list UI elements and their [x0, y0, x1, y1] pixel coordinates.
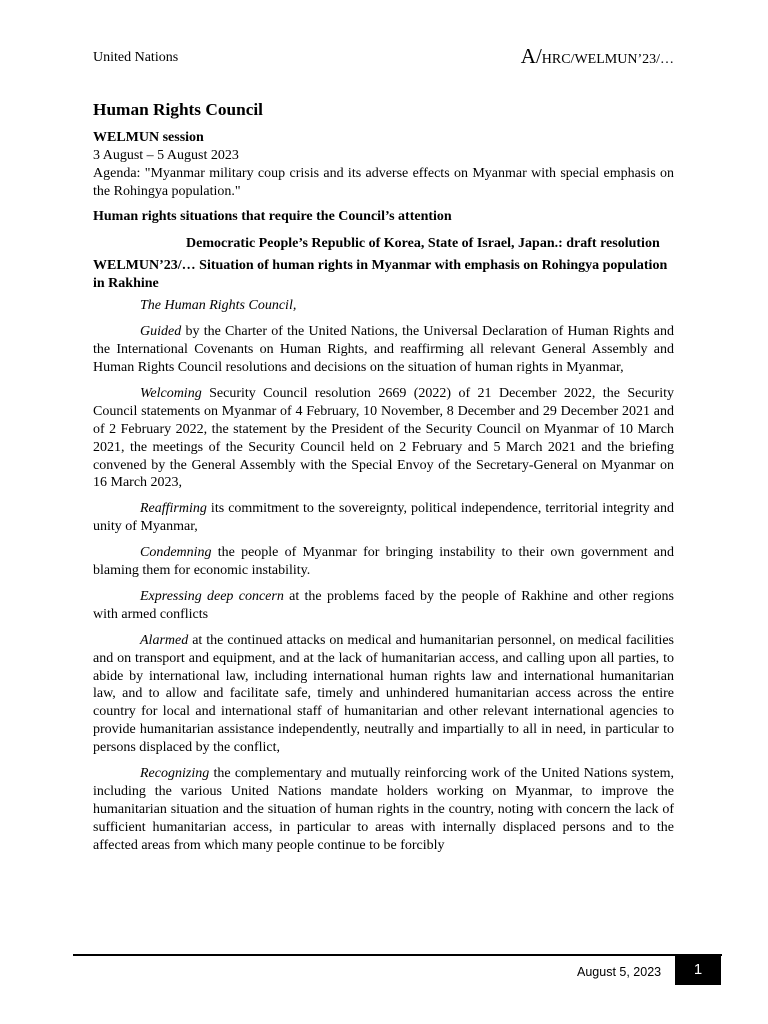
clause-verb: Guided	[140, 324, 182, 340]
clause-text: at the continued attacks on medical and humanitarian personnel, on medical facilities and on transport and equipment, and at the lack of humanitarian access, and calling upon all parties, to abide by international law, including international human rights law and international humanitarian law, and to allow and facilitate safe, timely and unhindered humanitarian access across the entire country for local and international staff of humanitarian and other relevant international agencies to provide humanitarian assistance independently, neutrally and impartially to all in need, in particular to persons displaced by the conflict,	[93, 632, 674, 756]
resolution-title: WELMUN’23/… Situation of human rights in Myanmar with emphasis on Rohingya population in Rakhine	[93, 258, 668, 292]
preambular-clause	[93, 632, 674, 757]
document-body	[93, 100, 674, 855]
preambular-clause	[93, 385, 674, 492]
clause-text: by the Charter of the United Nations, the Universal Declaration of Human Rights and the International Covenants on Human Rights, and reaffirming all relevant General Assembly and Human Rights Council resolutions and decisions on the situation of human rights in Myanmar,	[93, 324, 674, 375]
agenda-text: Agenda: "Myanmar military coup crisis and its adverse effects on Myanmar with special emphasis on the Rohingya population."	[93, 165, 674, 199]
footer-date: August 5, 2023	[577, 965, 662, 979]
preambular-clause	[93, 500, 674, 536]
document-symbol-rest: HRC/WELMUN’23/…	[541, 52, 674, 67]
clause-verb: Expressing deep concern	[140, 588, 284, 604]
clause-text: Security Council resolution 2669 (2022) of 21 December 2022, the Security Council statements on Myanmar of 4 February, 10 November, 8 December and 29 December 2021 and of 2 February 2022, the statement by the President of the Security Council on Myanmar of 10 March 2021, the meetings of the Security Council held on 2 February and 5 March 2021 and the briefing convened by the General Assembly with the Special Envoy of the Secretary-General on Myanmar on 16 March 2023,	[93, 385, 674, 491]
session-name: WELMUN session	[93, 130, 204, 145]
sponsors-line: Democratic People’s Republic of Korea, State of Israel, Japan.: draft resolution	[186, 235, 660, 251]
preambular-clause	[93, 765, 674, 855]
header-organization: United Nations	[93, 50, 179, 65]
clause-verb: Alarmed	[140, 632, 189, 648]
clause-verb: Condemning	[140, 545, 212, 561]
preambular-clause	[93, 323, 674, 377]
document-symbol-prefix: A/	[520, 44, 542, 68]
session-dates: 3 August – 5 August 2023	[93, 147, 239, 163]
section-heading: Human rights situations that require the Council’s attention	[93, 208, 452, 224]
preambular-clause	[93, 544, 674, 580]
council-title: Human Rights Council	[93, 100, 263, 119]
resolution-opening: The Human Rights Council,	[140, 298, 297, 314]
clause-text: the complementary and mutually reinforcing work of the United Nations system, including the various United Nations mandate holders working on Myanmar, to improve the humanitarian situation and the situation of human rights in the country, noting with concern the lack of sufficient humanitarian access, in particular to areas with internally displaced persons and to the affected areas from which many people continue to be forcibly	[93, 766, 674, 853]
clause-verb: Recognizing	[140, 766, 210, 782]
clause-verb: Welcoming	[140, 385, 202, 401]
clause-text: at the problems faced by the people of Rakhine and other regions with armed conflicts	[93, 588, 675, 622]
page-number: 1	[675, 955, 721, 985]
footer-rule	[73, 954, 722, 956]
preambular-clause	[93, 588, 674, 624]
document-symbol	[521, 44, 674, 69]
clause-text: the people of Myanmar for bringing instability to their own government and blaming them for economic instability.	[93, 545, 674, 579]
clause-verb: Reaffirming	[140, 501, 207, 517]
clause-text: its commitment to the sovereignty, political independence, territorial integrity and unity of Myanmar,	[93, 501, 674, 535]
